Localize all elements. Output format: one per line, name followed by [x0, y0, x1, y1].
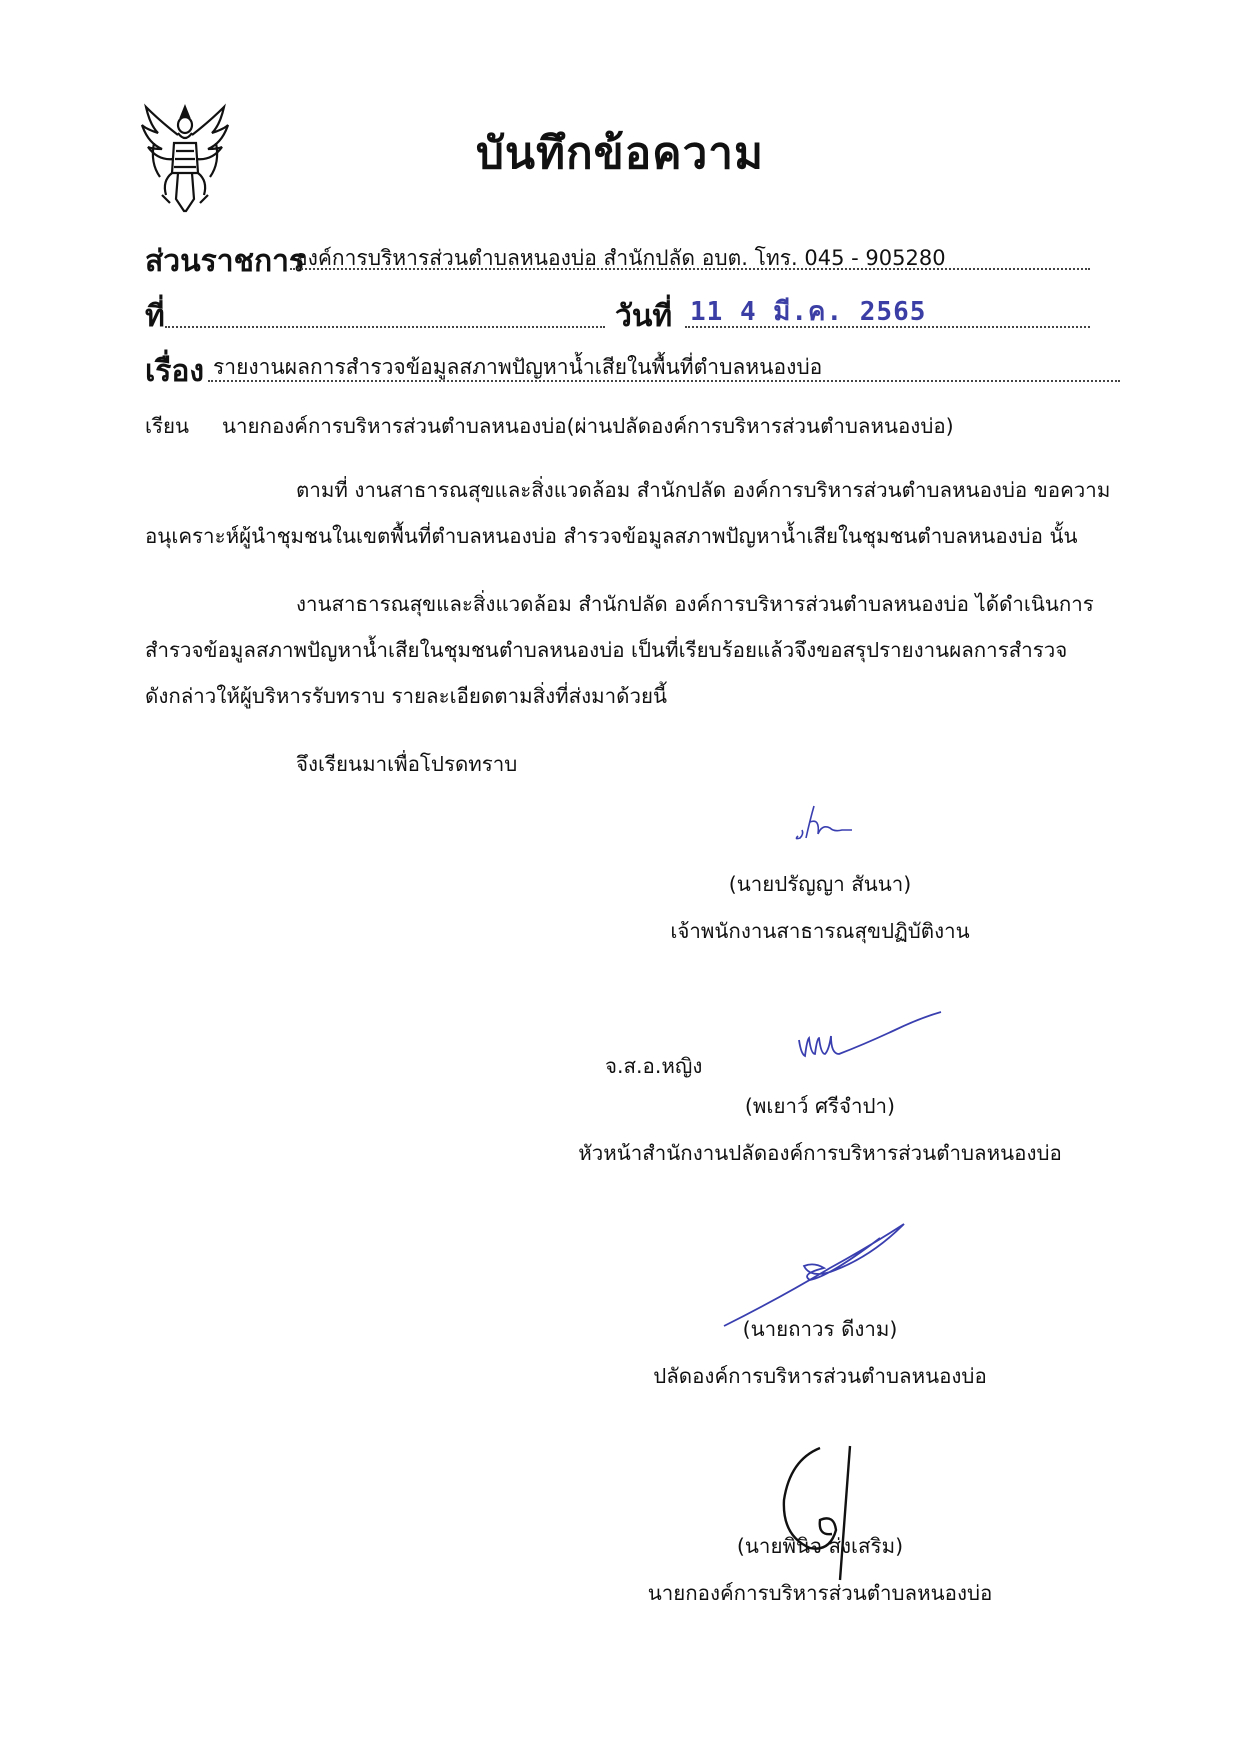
signature-2-rank-prefix: จ.ส.อ.หญิง: [605, 1054, 703, 1078]
signature-3-scribble: [720, 1218, 910, 1328]
paragraph-2-line-1: งานสาธารณสุขและสิ่งแวดล้อม สำนักปลัด องค์การบริหารส่วนตำบลหนองบ่อ ได้ดำเนินการ: [296, 592, 1094, 616]
signature-3-name: (นายถาวร ดีงาม): [742, 1317, 898, 1341]
signature-4-position: นายกองค์การบริหารส่วนตำบลหนองบ่อ: [647, 1581, 993, 1605]
agency-value: องค์การบริหารส่วนตำบลหนองบ่อ สำนักปลัด อบต. โทร. 045 - 905280: [295, 246, 946, 270]
signature-2-scribble: [795, 1010, 945, 1065]
reference-date-row: [145, 293, 1090, 333]
signature-1-scribble: [790, 800, 860, 845]
agency-dotted-line: [290, 268, 1090, 270]
date-label: วันที่: [615, 299, 673, 334]
document-title: บันทึกข้อความ: [475, 128, 764, 179]
signature-2-name: (พเยาว์ ศรีจำปา): [744, 1094, 896, 1118]
signature-3-position: ปลัดองค์การบริหารส่วนตำบลหนองบ่อ: [653, 1364, 987, 1388]
paragraph-2-line-3: ดังกล่าวให้ผู้บริหารรับทราบ รายละเอียดตามสิ่งที่ส่งมาด้วยนี้: [145, 684, 668, 708]
paragraph-1-line-2: อนุเคราะห์ผู้นำชุมชนในเขตพื้นที่ตำบลหนองบ่อ สำรวจข้อมูลสภาพปัญหาน้ำเสียในชุมชนตำบลหนองบ่อ นั้น: [145, 524, 1078, 548]
signature-1-name: (นายปรัญญา สันนา): [728, 872, 912, 896]
agency-row: [145, 238, 1090, 279]
reference-label: ที่: [145, 299, 165, 334]
subject-label: เรื่อง: [145, 354, 205, 389]
closing-line: จึงเรียนมาเพื่อโปรดทราบ: [296, 752, 518, 776]
paragraph-2-line-2: สำรวจข้อมูลสภาพปัญหาน้ำเสียในชุมชนตำบลหนองบ่อ เป็นที่เรียบร้อยแล้วจึงขอสรุปรายงานผลการสำรวจ: [145, 638, 1068, 662]
salutation-value: นายกองค์การบริหารส่วนตำบลหนองบ่อ(ผ่านปลัดองค์การบริหารส่วนตำบลหนองบ่อ): [222, 414, 954, 438]
subject-dotted-line: [208, 380, 1120, 382]
agency-label: ส่วนราชการ: [145, 244, 306, 279]
date-dotted-line: [685, 326, 1090, 328]
signature-4-scribble: [770, 1440, 880, 1590]
salutation-label: เรียน: [145, 414, 190, 438]
signature-2-position: หัวหน้าสำนักงานปลัดองค์การบริหารส่วนตำบลหนองบ่อ: [578, 1141, 1062, 1165]
signature-1-position: เจ้าพนักงานสาธารณสุขปฏิบัติงาน: [670, 919, 970, 943]
subject-row: [145, 348, 1145, 390]
signature-4-name: (นายพินิจ ส่งเสริม): [736, 1534, 904, 1558]
subject-value: รายงานผลการสำรวจข้อมูลสภาพปัญหาน้ำเสียในพื้นที่ตำบลหนองบ่อ: [213, 355, 823, 379]
date-stamp: 11 4 มี.ค. 2565: [690, 297, 927, 327]
paragraph-1-line-1: ตามที่ งานสาธารณสุขและสิ่งแวดล้อม สำนักปลัด องค์การบริหารส่วนตำบลหนองบ่อ ขอความ: [296, 478, 1111, 502]
reference-dotted-line: [165, 326, 605, 328]
